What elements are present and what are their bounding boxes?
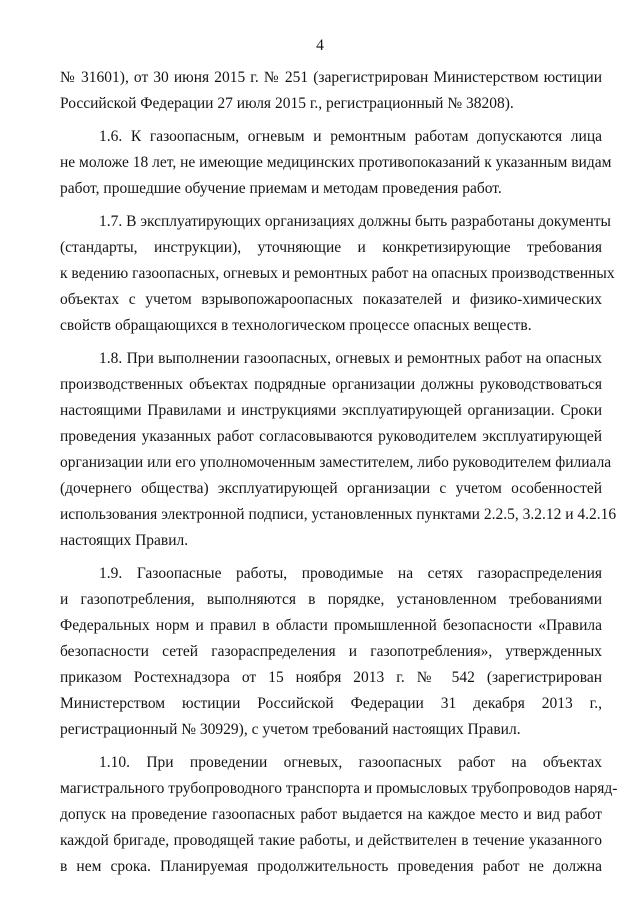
text-line: работ, прошедшие обучение приемам и методам проведения работ. <box>60 180 502 197</box>
text-line: свойств обращающихся в технологическом процессе опасных веществ. <box>60 317 532 334</box>
text-line: настоящими Правилами и инструкциями эксплуатирующей организации. Сроки <box>60 402 602 419</box>
text-line: приказом Ростехнадзора от 15 ноября 2013 г. № 542 (зарегистрирован <box>60 669 602 686</box>
text-line: производственных объектах подрядные организации должны руководствоваться <box>60 376 602 393</box>
paragraph-1-8-first-line: 1.8. При выполнении газоопасных, огневых и ремонтных работ на опасных <box>99 350 602 367</box>
paragraph-1-7-first-line: 1.7. В эксплуатирующих организациях должны быть разработаны документы <box>99 213 611 230</box>
text-line: Министерством юстиции Российской Федерации 31 декабря 2013 г., <box>60 695 602 712</box>
text-line: не моложе 18 лет, не имеющие медицинских противопоказаний к указанным видам <box>60 154 612 171</box>
text-line: в нем срока. Планируемая продолжительность проведения работ не должна <box>60 858 602 875</box>
text-line: (дочернего общества) эксплуатирующей организации с учетом особенностей <box>60 480 602 497</box>
text-line: Российской Федерации 27 июля 2015 г., регистрационный № 38208). <box>60 95 514 112</box>
text-line: Федеральных норм и правил в области промышленной безопасности «Правила <box>60 617 602 634</box>
text-line: настоящих Правил. <box>60 532 189 549</box>
text-line: № 31601), от 30 июня 2015 г. № 251 (зарегистрирован Министерством юстиции <box>60 69 602 86</box>
text-line: объектах с учетом взрывопожароопасных показателей и физико-химических <box>60 291 602 308</box>
paragraph-1-10-first-line: 1.10. При проведении огневых, газоопасных работ на объектах <box>99 754 602 771</box>
paragraph-1-9-first-line: 1.9. Газоопасные работы, проводимые на сетях газораспределения <box>99 565 602 582</box>
text-line: (стандарты, инструкции), уточняющие и конкретизирующие требования <box>60 239 602 256</box>
text-line: безопасности сетей газораспределения и газопотребления», утвержденных <box>60 643 602 660</box>
paragraph-1-6-first-line: 1.6. К газоопасным, огневым и ремонтным работам допускаются лица <box>99 128 602 145</box>
page-number: 4 <box>316 37 324 54</box>
text-line: к ведению газоопасных, огневых и ремонтных работ на опасных производственных <box>60 265 615 282</box>
text-line: и газопотребления, выполняются в порядке, установленном требованиями <box>60 591 602 608</box>
text-line: магистрального трубопроводного транспорта и промысловых трубопроводов наряд- <box>60 780 618 797</box>
text-line: проведения указанных работ согласовываются руководителем эксплуатирующей <box>60 428 602 445</box>
text-line: каждой бригаде, проводящей такие работы, и действителен в течение указанного <box>60 832 602 849</box>
text-line: использования электронной подписи, установленных пунктами 2.2.5, 3.2.12 и 4.2.16 <box>60 506 617 523</box>
text-line: допуск на проведение газоопасных работ выдается на каждое место и вид работ <box>60 806 602 823</box>
text-line: организации или его уполномоченным заместителем, либо руководителем филиала <box>60 454 612 471</box>
text-line: регистрационный № 30929), с учетом требований настоящих Правил. <box>60 721 521 738</box>
